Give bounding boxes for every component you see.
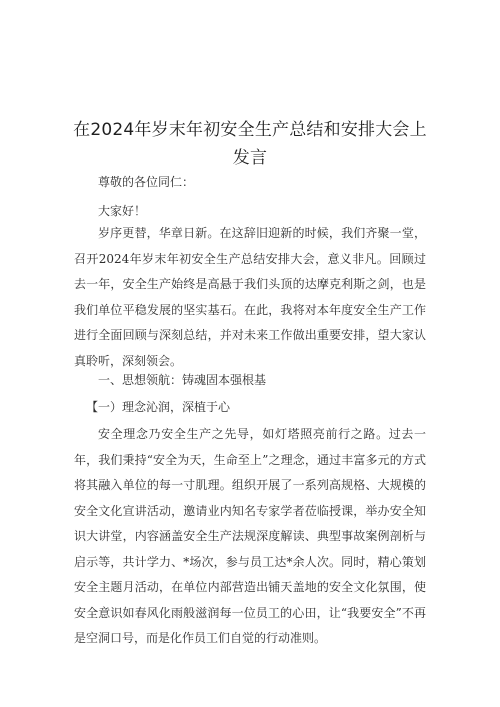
title-line-2: 发言	[232, 148, 268, 168]
title-line-1: 在2024年岁末年初安全生产总结和安排大会上	[73, 120, 427, 140]
document-title	[60, 116, 440, 172]
greeting: 大家好！	[98, 204, 147, 218]
salutation: 尊敬的各位同仁：	[98, 175, 195, 189]
subsection-heading: 【一）理念沁润，深植于心	[86, 400, 231, 414]
section-heading: 一、思想领航：铸魂固本强根基	[98, 373, 267, 387]
paragraph-body: 安全理念乃安全生产之先导，如灯塔照亮前行之路。过去一年，我们秉持“安全为天，生命至上”之理念，通过丰富多元的方式将其融入单位的每一寸肌理。组织开展了一系列高规格、大规模的安全文化宣讲活动，邀请业内知名专家学者莅临授课，举办安全知识大讲堂，内容涵盖安全生产法规深度解读、典型事故案例剖析与启示等，共计学力、*场次，参与员工达*余人次。同时，精心策划安全主题月活动，在单位内部营造出铺天盖地的安全文化氛围，使安全意识如春风化雨般滋润每一位员工的心田，让“我要安全”不再是空洞口号，而是化作员工们自觉的行动准则。	[74, 427, 426, 645]
paragraph-intro: 岁序更替，华章日新。在这辞旧迎新的时候，我们齐聚一堂，召开2024年岁末年初安全生产总结安排大会，意义非凡。回顾过去一年，安全生产始终是高悬于我们头顶的达摩克利斯之剑，也是我们单位平稳发展的坚实基石。在此，我将对本年度安全生产工作进行全面回顾与深刻总结，并对未来工作做出重要安排，望大家认真聆听，深刻领会。	[74, 226, 426, 368]
